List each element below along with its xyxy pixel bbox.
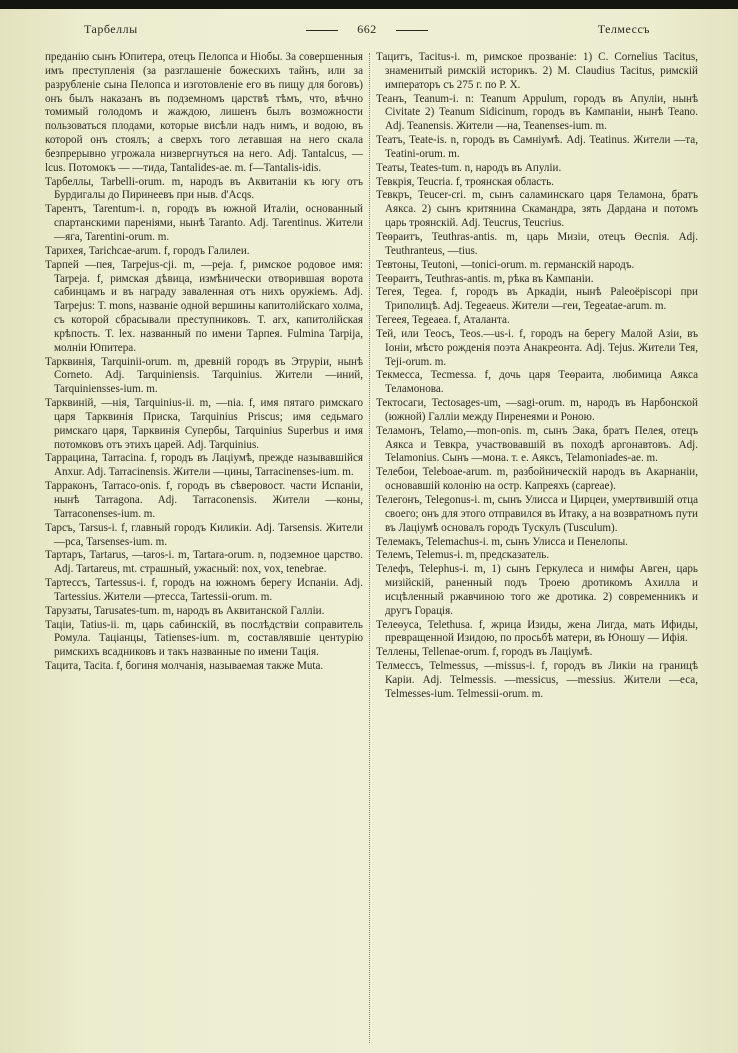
dictionary-entry: Тей, или Теосъ, Teos.—us-i. f, городъ на берегу Малой Азіи, въ Іоніи, мѣсто рожденія поэта Анакреонта. Adj. Tejus. Жители Тея, Teji-orum. m. [376,327,698,368]
dictionary-entry: Тарентъ, Tarentum-i. n, городъ въ южной Италіи, основанный спартанскими пареніями, нынѣ Taranto. Adj. Tarentinus. Жители —яга, Tarentini-orum. m. [45,203,363,243]
dictionary-entry: преданію сынъ Юпитера, отецъ Пелопса и Ніобы. За совершенныя имъ преступленія (за разглашеніе божескихъ тайнъ, или за разрубленіе сына Пелопса и изготовленіе его въ пищу для боговъ) онъ былъ наказанъ въ подземномъ царствѣ тѣмъ, что, вѣчно томимый голодомъ и жаждою, лишенъ былъ возможности пользоваться плодами, которые висѣли надъ нимъ, и водою, въ которой онъ стоялъ; а сверхъ того летавшая на него скала безпрерывно угрожала низвергнуться на него. Adj. Tantalcus, —lcus. Потомокъ — —тида, Tantalides-ae. m. f—Tantalis-idis. [45,51,363,174]
dictionary-entry: Тартессъ, Tartessus-i. f, городъ на южномъ берегу Испаніи. Adj. Tartessius. Жители —ртесса, Tartessii-orum. m. [45,577,363,603]
dictionary-entry: Тацита, Tacita. f, богиня молчанія, называемая также Muta. [45,660,324,673]
dictionary-entry: Тарраконъ, Tarraco-onis. f, городъ въ сѣверовост. части Испаніи, нынѣ Tarragona. Adj. Tarraconensis. Жители —коны, Tarraconenses-ium. m. [45,480,363,520]
dictionary-entry: Тегея, Tegea. f, городъ въ Аркадіи, нынѣ Paleoëpiscopi при Триполицѣ. Adj. Tegeaeus. Жители —геи, Tegeatae-arum. m. [376,286,698,313]
dictionary-entry: Телеөуса, Telethusa. f, жрица Изиды, жена Лигда, мать Ифиды, превращенной Изидою, по просьбѣ матери, въ Юношу — Ифія. [376,618,698,645]
left-column [45,51,363,674]
page-number: 662 [357,22,377,36]
dictionary-entry: Тарквиній, —нія, Tarquinius-ii. m, —nia. f, имя пятаго римскаго царя Тарквинія Приска, Tarquinius Priscus; имя седьмаго римскаго царя, Тарквинія Супербы, Tarquinius Superbus и имя потомковъ отъ этихъ царей. Adj. Tarquinius. [45,397,363,451]
dictionary-entry: Тевкрія, Teucria. f, троянская область. [376,175,554,188]
dictionary-entry: Теллены, Tellenae-orum. f, городъ въ Лаціумѣ. [376,646,593,659]
header-last-headword: Телмессъ [597,22,650,36]
scan-top-border [0,0,738,9]
dictionary-entry: Тарузаты, Tarusates-tum. m, народъ въ Аквитанской Галліи. [45,604,325,617]
dictionary-entry: Театъ, Teate-is. n, городъ въ Самніумѣ. Adj. Teatinus. Жители —та, Teatini-orum. m. [376,134,698,160]
dictionary-entry: Теөраитъ, Teuthras-antis. m, царь Мизіи, отецъ Өеспія. Adj. Teuthranteus, —tius. [376,230,698,257]
running-header [44,22,690,42]
dictionary-entry: Теөраитъ, Teuthras-antis. m, рѣка въ Кампаніи. [376,272,594,285]
dictionary-entry: Телемакъ, Telemachus-i. m, сынъ Улисса и Пенелопы. [376,535,628,548]
header-first-headword: Тарбеллы [84,22,138,36]
dictionary-entry: Тектосаги, Tectosages-um, —sagi-orum. m, народъ въ Нарбонской (южной) Галліи между Пиренеями и Роною. [376,397,698,423]
dictionary-entry: Тарпей —пея, Tarpejus-cji. m, —peja. f, римское родовое имя: Tarpeja. f, римская дѣвица, измѣнически отворившая ворота сабинцамъ и въ награду заваленная отъ нихъ оружіемъ. Adj. Tarpejus: T. mons, названіе одной вершины капитолійскаго холма, съ которой сбрасывали преступниковъ. T. arx, капитолійская крѣпость. T. lex. названный по имени Тарпея. Fulmina Tarpija, молніи Юпитера. [45,258,364,354]
column-divider [369,53,370,1043]
dictionary-entry: Тарсъ, Tarsus-i. f, главный городъ Киликіи. Adj. Tarsensis. Жители —рса, Tarsenses-ium. m. [45,521,363,548]
dictionary-entry: Текмесса, Tecmessa. f, дочь царя Теөраита, любимица Аякса Теламонова. [376,369,698,396]
dictionary-entry: Тартаръ, Tartarus, —taros-i. m, Tartara-orum. n, подземное царство. Adj. Tartareus, mt. страшный, ужасный: nox, vox, tenebrae. [45,549,363,576]
dictionary-entry: Таррацина, Tarracina. f, городъ въ Лаціумѣ, прежде называвшійся Anxur. Adj. Tarracinensis. Жители —цины, Tarracinenses-ium. m. [45,452,363,479]
dictionary-entry: Телефъ, Telephus-i. m, 1) сынъ Геркулеса и нимфы Авген, царь мизійскій, раненный подъ Троею дротикомъ Ахилла и исцѣленный ржавчиною того же дротика. 2) современникъ и другъ Горація. [376,563,698,617]
dictionary-entry: Тевтоны, Teutoni, —tonici-orum. m. германскій народъ. [376,258,635,271]
dictionary-page [0,9,738,1053]
dictionary-entry: Теламонъ, Telamo,—mon-onis. m, сынъ Эака, братъ Пелея, отецъ Аякса и Тевкра, участвовавшій въ походѣ аргонавтовъ. Adj. Telamonius. Сынъ —мона. т. е. Аяксъ, Telamoniades-ae. m. [376,424,698,465]
dictionary-entry: Телебои, Teleboae-arum. m, разбойническій народъ въ Акарнаніи, основавшій колонію на остр. Капреяхъ (capreae). [376,466,698,493]
dictionary-entry: Тарбеллы, Tarbelli-orum. m, народъ въ Аквитаніи къ югу отъ Бурдигалы до Пиринеевъ при ныв. d'Acqs. [45,175,363,202]
dictionary-entry: Телмессъ, Telmessus, —missus-i. f, городъ въ Ликіи на границѣ Каріи. Adj. Telmessis. —messicus, —messius. Жители —еса, Telmesses-ium. Telmessii-orum. m. [376,660,698,700]
header-rule-right [396,30,428,31]
dictionary-entry: Тегеея, Tegeaea. f, Аталанта. [376,314,510,327]
dictionary-entry: Телегонъ, Telegonus-i. m, сынъ Улисса и Цирцеи, умертвившій отца своего; онъ для этого отправился въ Итаку, а на возвратномъ пути въ Лаціумѣ основалъ городъ Тускулъ (Tusculum). [376,494,698,534]
dictionary-entry: Тацитъ, Tacitus-i. m, римское прозваніе: 1) C. Cornelius Tacitus, знаменитый римскій историкъ. 2) M. Claudius Tacitus, римскій императоръ съ 275 г. по Р. Х. [376,51,698,91]
dictionary-entry: Тарихея, Tarichcae-arum. f, городъ Галилеи. [45,244,250,257]
dictionary-entry: Телемъ, Telemus-i. m, предсказатель. [376,549,550,562]
right-column [376,51,698,702]
dictionary-entry: Тарквинія, Tarquinii-orum. m, древній городъ въ Этруріи, нынѣ Corneto. Adj. Tarquiniensis. Tarquinius. Жители —иний, Tarquiniensses-ium. m. [45,355,363,396]
dictionary-entry: Тевкръ, Teucer-cri. m, сынъ саламинскаго царя Теламона, братъ Аякса. 2) сынъ критянина Скамандра, зять Дардана и потомъ царь троянскій. Adj. Teucrus, Teucrius. [376,189,698,230]
dictionary-entry: Театы, Teates-tum. n, народъ въ Апуліи. [376,161,562,174]
dictionary-entry: Таціи, Tatius-ii. m, царь сабинскій, въ послѣдствіи соправитель Ромула. Таціанцы, Tatienses-ium. m, составлявшіе центурію римскихъ всадниковъ и такъ названные по имени Тація. [45,618,363,659]
dictionary-entry: Теанъ, Teanum-i. n: Teanum Appulum, городъ въ Апуліи, нынѣ Civitate 2) Teanum Sidicinum, городъ въ Кампаніи, нынѣ Teano. Adj. Teanensis. Жители —на, Teanenses-ium. m. [376,92,698,133]
